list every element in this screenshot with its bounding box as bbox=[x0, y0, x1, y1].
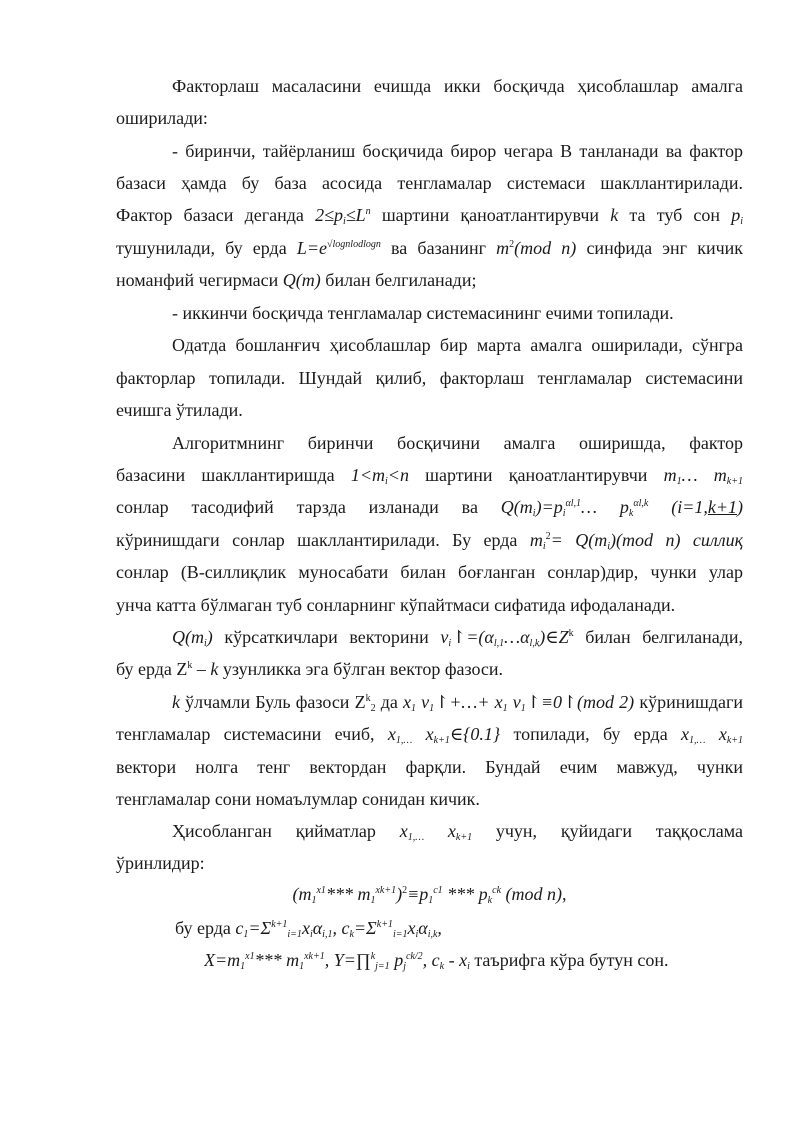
text-line: оширилади: bbox=[116, 108, 208, 128]
text-line: - биринчи, тайёрланиш босқичида бирор чегара В танланади ва фактор bbox=[172, 141, 743, 161]
text-line: факторлар топилади. Шундай қилиб, факторлаш тенгламалар системасини bbox=[116, 368, 743, 388]
text-line: Фактор базаси деганда $2\le p_i\le L^n$ шартини қаноатлантирувчи k та туб сон $p_i$ bbox=[116, 205, 743, 227]
text-line: унча катта бўлмаган туб сонларнинг кўпайтмаси сифатида ифодаланади. bbox=[116, 595, 676, 615]
text-line: k ўлчамли Буль фазоси $Z^k_2$ да $x_1$ $\nu_1↾+\dots+ x_1$ $\nu_1↾\equiv 0↾(mod$ 2) кўринишдаги bbox=[172, 692, 743, 714]
text-line: $Q(m_i)$ кўрсаткичлари векторини $\nu_i↾=(\alpha_{l,1}\dots\alpha_{l,k})\in Z^k$ билан белгиланади, bbox=[172, 627, 743, 649]
text-line: бу ерда $Z^k$ – k узунликка эга бўлган вектор фазоси. bbox=[116, 659, 504, 679]
text-line: Факторлаш масаласини ечишда икки босқичда ҳисоблашлар амалга bbox=[172, 76, 743, 96]
text-line: тенгламалар сони номаълумлар сонидан кичик. bbox=[116, 789, 480, 809]
text-line: номанфий чегирмаси Q(m) билан белгиланади; bbox=[116, 270, 477, 290]
formula-definitions: $X=m_1^{x1}***$ $m_1^{xk+1}$, Y=∏$^k_{j=1}$ $p_j^{ck/2}$, $c_k - x_i$ таърифга кўра бутун сон. bbox=[204, 950, 669, 972]
text-line: вектори нолга тенг вектордан фарқли. Бундай ечим мавжуд, чунки bbox=[116, 757, 743, 777]
text-line: Алгоритмнинг биринчи босқичини амалга оширишда, фактор bbox=[172, 433, 743, 453]
formula-definitions: бу ерда $c_1=\Sigma^{k+1}_{i=1}x_i\alpha_{i,1}$, $c_k=\Sigma^{k+1}_{i=1}x_i\alpha_{i,k}$, bbox=[175, 918, 442, 940]
text-line: - иккинчи босқичда тенгламалар системасининг ечими топилади. bbox=[172, 303, 674, 323]
text-line: Одатда бошланғич ҳисоблашлар бир марта амалга оширилади, сўнгра bbox=[172, 335, 743, 355]
text-line: кўринишдаги сонлар шакллантирилади. Бу ерда $m_i^2= Q(m_i)(mod$ n) силлиқ bbox=[116, 530, 743, 552]
text-line: ечишга ўтилади. bbox=[116, 400, 243, 420]
text-line: сонлар тасодифий тарзда изланади ва $Q(m_i)=p_i^{\alpha l,1}\dots$ $p_k^{\alpha l,k}$ (i=1,k+1) bbox=[116, 497, 743, 519]
text-line: ўринлидир: bbox=[116, 853, 205, 873]
text-line: тушунилади, бу ерда $L=e^{√lognlodlogn}$ ва базанинг $m^2(mod$ n) синфида энг кичик bbox=[116, 238, 743, 258]
text-line: базасини шакллантиришда $1<m_i<n$ шартини қаноатлантирувчи $m_1\dots$ $m_{k+1}$ bbox=[116, 465, 743, 487]
text-line: сонлар (B-силлиқлик муносабати билан боғланган сонлар)дир, чунки улар bbox=[116, 562, 743, 582]
text-line: тенгламалар системасини ечиб, $x_{1,\dots}$ $x_{k+1}\in\{0.1\}$ топилади, бу ерда $x_{1,\dots}$ $x_{k+1}$ bbox=[116, 724, 743, 746]
formula: ($m_1^{x1}***$ $m_1^{xk+1})^2\equiv p_1^{c1}$ *** $p_k^{ck}$ (mod n), bbox=[292, 884, 567, 906]
text-line: Ҳисобланган қийматлар $x_{1,\dots}$ $x_{k+1}$ учун, қуйидаги таққослама bbox=[172, 821, 743, 843]
text-line: базаси ҳамда бу база асосида тенгламалар системаси шакллантирилади. bbox=[116, 173, 743, 193]
